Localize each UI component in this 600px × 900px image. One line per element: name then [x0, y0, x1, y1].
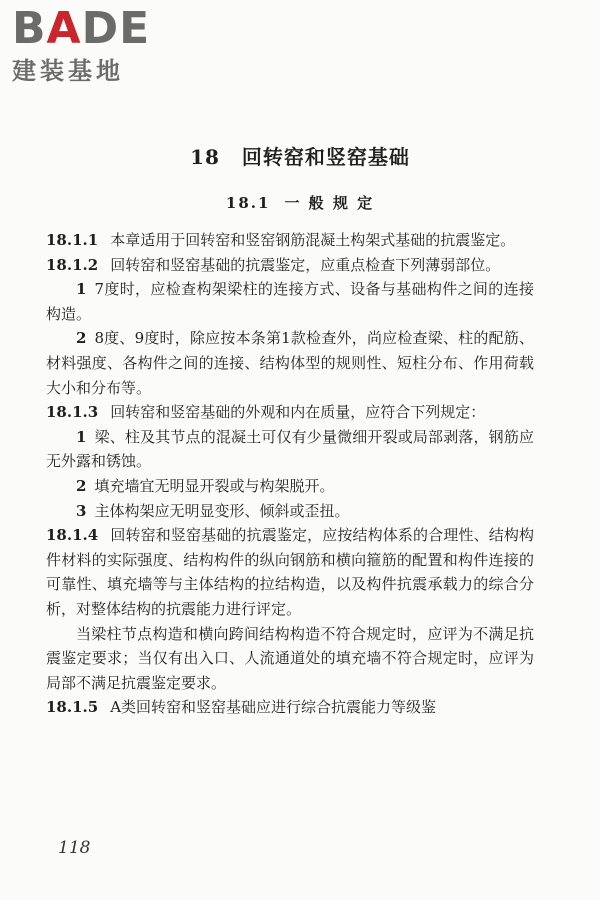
- paragraph-text: 主体构架应无明显变形、倾斜或歪扭。: [94, 501, 350, 520]
- item-number: 1: [76, 280, 87, 299]
- clause-number: 18.1.5: [46, 698, 99, 717]
- item-number: 3: [76, 501, 87, 520]
- paragraph-text: 回转窑和竖窑基础的抗震鉴定，应按结构体系的合理性、结构构件材料的实际强度、结构构件的纵向钢筋和横向箍筋的配置和构件连接的可靠性、填充墙等与主体结构的拉结构造，以及构件抗震承载力的综合分析，对整体结构的抗震能力进行评定。: [46, 526, 534, 618]
- clause-number: 18.1.2: [46, 255, 99, 274]
- clause-paragraph: [46, 523, 534, 621]
- paragraph-text: 8度、9度时，除应按本条第1款检查外，尚应检查梁、柱的配筋、材料强度、各构件之间的连接、结构体型的规则性、短柱分布、作用荷载大小和分布等。: [46, 329, 534, 397]
- page-number: 118: [58, 838, 91, 858]
- item-number: 2: [76, 329, 87, 348]
- bade-logo: [12, 3, 182, 86]
- item-number: 2: [76, 476, 87, 495]
- paragraph: [46, 622, 534, 696]
- chapter-number: 18: [190, 145, 220, 169]
- section-title-text: 一 般 规 定: [284, 194, 375, 212]
- clause-number: 18.1.3: [46, 403, 99, 422]
- list-item: [46, 277, 534, 326]
- clause-paragraph: [46, 695, 534, 720]
- chapter-title: [0, 141, 600, 170]
- clause-paragraph: [46, 400, 534, 425]
- section-number: 18.1: [225, 194, 271, 212]
- paragraph-text: 本章适用于回转窑和竖窑钢筋混凝土构架式基础的抗震鉴定。: [110, 231, 516, 249]
- paragraph-text: 梁、柱及其节点的混凝土可仅有少量微细开裂或局部剥落，钢筋应无外露和锈蚀。: [46, 427, 534, 471]
- paragraph-text: 填充墙宜无明显开裂或与构架脱开。: [94, 476, 335, 495]
- paragraph-text: 当梁柱节点构造和横向跨间结构构造不符合规定时，应评为不满足抗震鉴定要求；当仅有出入口、人流通道处的填充墙不符合规定时，应评为局部不满足抗震鉴定要求。: [46, 624, 534, 692]
- paragraph-text: 7度时，应检查构架梁柱的连接方式、设备与基础构件之间的连接构造。: [46, 280, 534, 323]
- clause-number: 18.1.1: [46, 231, 99, 249]
- list-item: [46, 474, 534, 499]
- list-item: [46, 326, 534, 400]
- chapter-title-text: 回转窑和竖窑基础: [241, 145, 410, 169]
- item-number: 1: [76, 427, 87, 446]
- logo-subtitle: 建装基地: [12, 57, 124, 85]
- document-body: [46, 228, 534, 720]
- paragraph-text: 回转窑和竖窑基础的抗震鉴定，应重点检查下列薄弱部位。: [110, 255, 501, 274]
- list-item: [46, 499, 534, 524]
- clause-number: 18.1.4: [46, 526, 99, 545]
- list-item: [46, 425, 534, 474]
- section-title: [0, 192, 600, 213]
- clause-paragraph: [46, 228, 534, 253]
- logo-wordmark: BADE: [12, 3, 151, 54]
- paragraph-text: 回转窑和竖窑基础的外观和内在质量，应符合下列规定：: [110, 403, 486, 422]
- paragraph-text: A类回转窑和竖窑基础应进行综合抗震能力等级鉴: [110, 698, 437, 717]
- clause-paragraph: [46, 253, 534, 278]
